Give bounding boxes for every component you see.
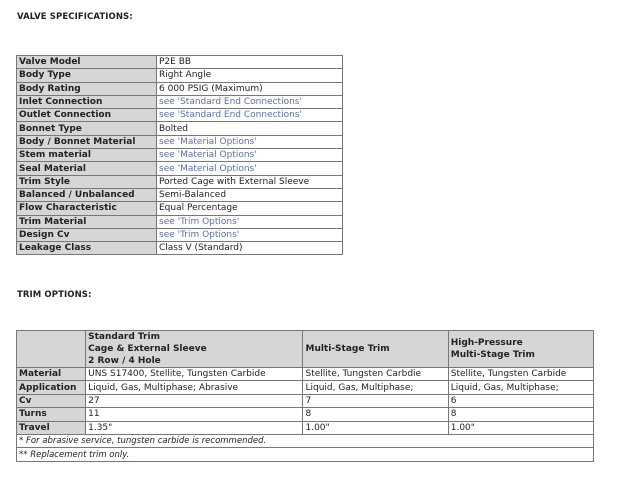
trim-column-header-line: Multi-Stage Trim	[450, 350, 535, 360]
trim-note-row	[17, 448, 594, 461]
spec-row	[17, 242, 343, 255]
spec-link-material-options[interactable]: see 'Material Options'	[157, 135, 343, 148]
trim-cell: 7	[303, 394, 448, 407]
spec-label: Bonnet Type	[17, 122, 157, 135]
spec-label: Body / Bonnet Material	[17, 135, 157, 148]
trim-cell: 27	[86, 394, 303, 407]
spec-label: Flow Characteristic	[17, 202, 157, 215]
spec-label: Stem material	[17, 149, 157, 162]
spec-label: Balanced / Unbalanced	[17, 188, 157, 201]
spec-label: Trim Material	[17, 215, 157, 228]
spec-value: Equal Percentage	[157, 202, 343, 215]
trim-cell: UNS S17400, Stellite, Tungsten Carbide	[86, 368, 303, 381]
spec-row	[17, 109, 343, 122]
spec-row	[17, 215, 343, 228]
spec-row	[17, 162, 343, 175]
spec-link-trim-options[interactable]: see 'Trim Options'	[157, 215, 343, 228]
trim-cell: 1.35"	[86, 421, 303, 434]
spec-label: Inlet Connection	[17, 95, 157, 108]
spec-label: Body Type	[17, 69, 157, 82]
spec-row	[17, 56, 343, 69]
trim-row-label: Material	[17, 368, 86, 381]
trim-column-header-line: Multi-Stage Trim	[305, 344, 390, 354]
trim-row	[17, 394, 594, 407]
trim-header-corner	[17, 331, 86, 368]
spec-value: Bolted	[157, 122, 343, 135]
trim-note: * For abrasive service, tungsten carbide is recommended.	[17, 434, 594, 447]
spec-row	[17, 202, 343, 215]
spec-link-standard-end-connections[interactable]: see 'Standard End Connections'	[157, 109, 343, 122]
trim-column-header	[86, 331, 303, 368]
spec-row	[17, 228, 343, 241]
trim-cell: Stellite, Tungsten Carbdie	[303, 368, 448, 381]
trim-options-heading: TRIM OPTIONS:	[17, 290, 92, 300]
spec-label: Design Cv	[17, 228, 157, 241]
spec-label: Leakage Class	[17, 242, 157, 255]
trim-row	[17, 421, 594, 434]
spec-row	[17, 69, 343, 82]
trim-note-row	[17, 434, 594, 447]
spec-row	[17, 188, 343, 201]
trim-cell: 1.00"	[448, 421, 593, 434]
spec-row	[17, 95, 343, 108]
trim-row-label: Travel	[17, 421, 86, 434]
trim-cell: 8	[303, 408, 448, 421]
spec-row	[17, 122, 343, 135]
trim-column-header	[448, 331, 593, 368]
spec-label: Seal Material	[17, 162, 157, 175]
spec-value: 6 000 PSIG (Maximum)	[157, 82, 343, 95]
trim-column-header-line: High-Pressure	[450, 338, 523, 348]
spec-label: Trim Style	[17, 175, 157, 188]
spec-label: Outlet Connection	[17, 109, 157, 122]
trim-column-header-line: Cage & External Sleeve	[88, 344, 207, 354]
spec-link-material-options[interactable]: see 'Material Options'	[157, 162, 343, 175]
trim-cell: Liquid, Gas, Multiphase; Abrasive	[86, 381, 303, 394]
spec-label: Body Rating	[17, 82, 157, 95]
spec-row	[17, 149, 343, 162]
spec-row	[17, 135, 343, 148]
trim-cell: 11	[86, 408, 303, 421]
trim-cell: 8	[448, 408, 593, 421]
trim-row	[17, 408, 594, 421]
spec-link-material-options[interactable]: see 'Material Options'	[157, 149, 343, 162]
valve-specifications-heading: VALVE SPECIFICATIONS:	[17, 12, 133, 22]
spec-link-standard-end-connections[interactable]: see 'Standard End Connections'	[157, 95, 343, 108]
trim-cell: Liquid, Gas, Multiphase;	[448, 381, 593, 394]
trim-cell: 1.00"	[303, 421, 448, 434]
trim-options-table	[16, 330, 594, 462]
trim-row	[17, 381, 594, 394]
spec-label: Valve Model	[17, 56, 157, 69]
trim-cell: 6	[448, 394, 593, 407]
spec-row	[17, 82, 343, 95]
spec-value: Semi-Balanced	[157, 188, 343, 201]
trim-column-header	[303, 331, 448, 368]
spec-value: P2E BB	[157, 56, 343, 69]
trim-cell: Liquid, Gas, Multiphase;	[303, 381, 448, 394]
trim-row-label: Cv	[17, 394, 86, 407]
trim-row-label: Turns	[17, 408, 86, 421]
spec-row	[17, 175, 343, 188]
trim-column-header-line: 2 Row / 4 Hole	[88, 356, 161, 366]
trim-note: ** Replacement trim only.	[17, 448, 594, 461]
spec-link-trim-options[interactable]: see 'Trim Options'	[157, 228, 343, 241]
trim-cell: Stellite, Tungsten Carbide	[448, 368, 593, 381]
trim-row-label: Application	[17, 381, 86, 394]
trim-header-row	[17, 331, 594, 368]
trim-column-header-line: Standard Trim	[88, 332, 160, 342]
trim-row	[17, 368, 594, 381]
spec-value: Ported Cage with External Sleeve	[157, 175, 343, 188]
spec-value: Right Angle	[157, 69, 343, 82]
valve-specifications-table	[16, 55, 343, 255]
spec-value: Class V (Standard)	[157, 242, 343, 255]
